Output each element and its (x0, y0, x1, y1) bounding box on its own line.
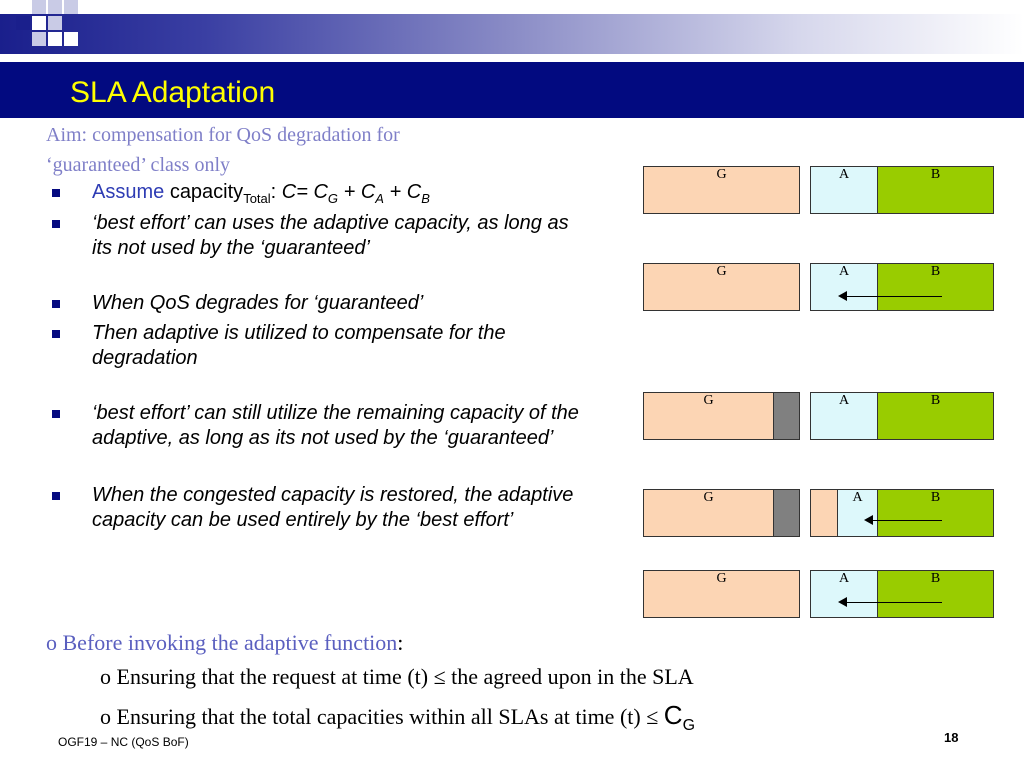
degraded-block (773, 392, 800, 440)
precondition-colon: : (397, 630, 404, 655)
decor-square (16, 16, 30, 30)
total-subscript: Total (243, 191, 271, 206)
decor-square (64, 0, 78, 14)
capacity-word: capacity (169, 181, 244, 203)
aim-text (46, 120, 526, 180)
decor-square (32, 16, 46, 30)
decor-square (32, 32, 46, 46)
cg-subscript: G (682, 717, 696, 735)
bullet-marker (52, 220, 60, 228)
adaptive-block: A (837, 489, 878, 537)
sub-a: A (375, 191, 384, 206)
header-gradient-bar (0, 14, 1024, 54)
best-effort-block: B (877, 570, 994, 618)
guaranteed-block: G (643, 166, 800, 214)
arrow-left-icon (840, 602, 942, 603)
bullet-marker (52, 330, 60, 338)
formula-plus-ca: + C (338, 181, 376, 203)
bullet-item (52, 401, 592, 451)
aim-line: Aim: compensation for QoS degradation for (46, 124, 400, 146)
bullet-text: ‘best effort’ can uses the adaptive capacity, as long as its not used by the ‘guaranteed’ (92, 212, 569, 259)
bullet-text: When QoS degrades for ‘guaranteed’ (92, 292, 424, 314)
footer-text: OGF19 – NC (QoS BoF) (58, 735, 189, 749)
bullet-marker (52, 189, 60, 197)
adaptive-block: A (810, 392, 878, 440)
assume-word: Assume (92, 181, 165, 203)
precondition-line (100, 700, 695, 735)
adaptive-block: A (810, 263, 878, 311)
bullet-item (52, 483, 592, 533)
bullet-list (52, 180, 592, 533)
decor-square (32, 0, 46, 14)
arrow-left-icon (840, 296, 942, 297)
bullet-marker (52, 410, 60, 418)
bullet-text: Then adaptive is utilized to compensate for the degradation (92, 322, 506, 369)
bullet-text: ‘best effort’ can still utilize the remaining capacity of the adaptive, as long as its not used by the ‘guaranteed’ (92, 402, 579, 449)
bullet-marker (52, 300, 60, 308)
adaptive-block: A (810, 166, 878, 214)
formula-plus-cb: + C (383, 181, 422, 203)
sub-b: B (421, 191, 430, 206)
cg-symbol (663, 700, 696, 735)
slide-title: SLA Adaptation (70, 76, 276, 109)
best-effort-block: B (877, 392, 994, 440)
colon: : (270, 181, 277, 203)
aim-line: ‘guaranteed’ class only (46, 154, 230, 176)
page-number: 18 (944, 730, 959, 745)
precondition-heading-text: o Before invoking the adaptive function (46, 630, 398, 655)
cg-letter: C (663, 700, 683, 730)
bullet-marker (52, 492, 60, 500)
bullet-text: When the congested capacity is restored, the adaptive capacity can be used entirely by the ‘best effort’ (92, 484, 574, 531)
decor-square (48, 32, 62, 46)
bullet-item (52, 321, 592, 371)
bullet-text (92, 181, 430, 206)
degraded-block (773, 489, 800, 537)
guaranteed-block: G (643, 570, 800, 618)
sub-g: G (327, 191, 339, 206)
guaranteed-block: G (643, 489, 774, 537)
bullet-item (52, 211, 592, 261)
bullet-item (52, 291, 592, 316)
bullet-item (52, 180, 592, 211)
arrow-left-icon (866, 520, 942, 521)
best-effort-block: B (877, 489, 994, 537)
guaranteed-block: G (643, 263, 800, 311)
best-effort-block: B (877, 166, 994, 214)
best-effort-block: B (877, 263, 994, 311)
adaptive-block: A (810, 570, 878, 618)
formula-c: C= C (276, 181, 328, 203)
compensation-block (810, 489, 838, 537)
guaranteed-block: G (643, 392, 774, 440)
decor-square (48, 0, 62, 14)
precondition-line-text: o Ensuring that the total capacities within all SLAs at time (t) ≤ (100, 704, 664, 729)
decor-square (48, 16, 62, 30)
decor-square (64, 32, 78, 46)
precondition-heading (46, 630, 403, 656)
precondition-line: o Ensuring that the request at time (t) ≤ the agreed upon in the SLA (100, 664, 694, 689)
